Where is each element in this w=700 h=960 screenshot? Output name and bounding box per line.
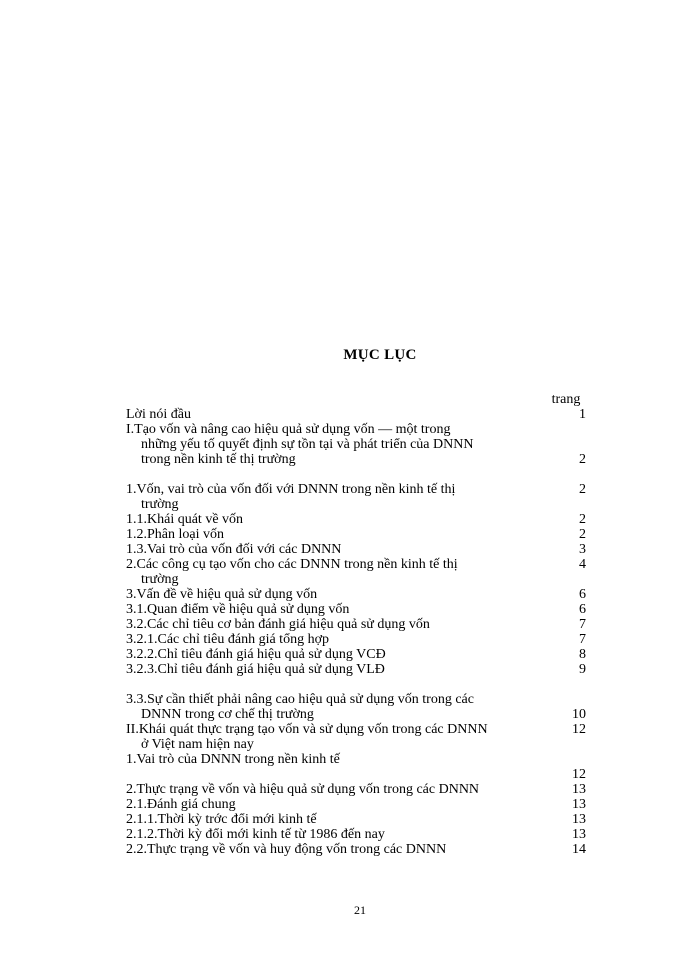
toc-entry-line: 2.1.1.Thời kỳ trớc đổi mới kinh tế xyxy=(126,812,317,827)
toc-entry-text xyxy=(126,842,538,857)
toc-entry-text xyxy=(126,782,538,797)
toc-entry xyxy=(126,722,596,752)
toc-entry-page: 2 xyxy=(579,452,586,467)
toc-entry-page: 1 xyxy=(579,407,586,422)
toc-entry xyxy=(126,407,596,422)
toc-entry xyxy=(126,617,596,632)
toc-entry xyxy=(126,527,596,542)
toc-entry-page: 13 xyxy=(572,782,586,797)
page-title: MỤC LỤC xyxy=(343,347,417,363)
toc-entry-page: 6 xyxy=(579,602,586,617)
toc-entry-page: 13 xyxy=(572,827,586,842)
toc-entry-line: 1.3.Vai trò của vốn đối với các DNNN xyxy=(126,542,342,557)
toc-entry xyxy=(126,812,596,827)
toc-entry-line: 3.2.2.Chỉ tiêu đánh giá hiệu quả sử dụng VCĐ xyxy=(126,647,386,662)
toc-entry-text xyxy=(126,602,538,617)
toc-entry-text xyxy=(126,422,538,467)
toc-entry-page: 6 xyxy=(579,587,586,602)
toc-entry-line: DNNN trong cơ chế thị trường xyxy=(141,707,314,722)
toc-entry-text xyxy=(126,797,538,812)
toc-entry-text xyxy=(126,617,538,632)
toc-entry-text xyxy=(126,722,538,752)
toc-entry-page: 12 xyxy=(572,722,586,737)
toc-entry-line: 1.2.Phân loại vốn xyxy=(126,527,224,542)
toc-entry-line: 2.2.Thực trạng về vốn và huy động vốn trong các DNNN xyxy=(126,842,447,857)
toc-entry-text xyxy=(126,542,538,557)
toc-entry-line: I.Tạo vốn và nâng cao hiệu quả sử dụng vốn — một trong xyxy=(126,422,451,437)
toc-entry-text xyxy=(126,632,538,647)
toc-entry-text xyxy=(126,812,538,827)
toc-entry-page: 8 xyxy=(579,647,586,662)
toc-entry-line: 1.Vốn, vai trò của vốn đối với DNNN trong nền kinh tế thị xyxy=(126,482,456,497)
toc-entry-text xyxy=(126,407,538,422)
toc-entry xyxy=(126,512,596,527)
toc-entry-line: trường xyxy=(141,572,179,587)
toc-entry-page: 7 xyxy=(579,617,586,632)
toc-entry-text xyxy=(126,512,538,527)
toc-entry xyxy=(126,632,596,647)
toc-entry xyxy=(126,842,596,857)
toc-entry-line: 2.Thực trạng về vốn và hiệu quả sử dụng vốn trong các DNNN xyxy=(126,782,480,797)
toc-entry-line: 3.Vấn đề về hiệu quả sử dụng vốn xyxy=(126,587,318,602)
toc-entry xyxy=(126,482,596,512)
toc-entry-page: 10 xyxy=(572,707,586,722)
toc-entry-page: 12 xyxy=(572,767,586,782)
toc-entry-text xyxy=(126,482,538,512)
toc-entry xyxy=(126,782,596,797)
toc-entry xyxy=(126,647,596,662)
toc-entry-text xyxy=(126,692,538,722)
toc-entry-text xyxy=(126,587,538,602)
page-number: 21 xyxy=(354,903,366,917)
toc-entry-page: 14 xyxy=(572,842,586,857)
toc-entry-line: 3.3.Sự cần thiết phải nâng cao hiệu quả sử dụng vốn trong các xyxy=(126,692,474,707)
toc-entry-text xyxy=(126,647,538,662)
toc-entry-line: 2.1.2.Thời kỳ đổi mới kinh tế từ 1986 đến nay xyxy=(126,827,385,842)
toc-entry-line: 3.1.Quan điểm về hiệu quả sử dụng vốn xyxy=(126,602,350,617)
toc-entry-page: 7 xyxy=(579,632,586,647)
toc-entry-line: trường xyxy=(141,497,179,512)
toc-entry xyxy=(126,662,596,677)
toc-entry-line: 1.Vai trò của DNNN trong nền kinh tế xyxy=(126,752,340,767)
toc-entry-text xyxy=(126,527,538,542)
toc-entry-page: 9 xyxy=(579,662,586,677)
toc-entry xyxy=(126,422,596,467)
toc-entry-line: 2.1.Đánh giá chung xyxy=(126,797,236,812)
toc-entry xyxy=(126,692,596,722)
toc-entry-line: Lời nói đầu xyxy=(126,407,191,422)
toc-entry-page: 2 xyxy=(579,482,586,497)
toc-entry xyxy=(126,557,596,587)
toc-entry-line: 3.2.Các chỉ tiêu cơ bản đánh giá hiệu quả sử dụng vốn xyxy=(126,617,430,632)
toc-entry-line: những yếu tố quyết định sự tồn tại và phát triển của DNNN xyxy=(141,437,474,452)
toc-entry-line: ở Việt nam hiện nay xyxy=(141,737,254,752)
toc-entry-text xyxy=(126,662,538,677)
toc-entry-page: 3 xyxy=(579,542,586,557)
toc-entry-text xyxy=(126,557,538,587)
toc-entry-page: 13 xyxy=(572,812,586,827)
toc-entry-line: trong nền kinh tế thị trường xyxy=(141,452,296,467)
toc-spacer xyxy=(126,677,596,692)
toc-entry xyxy=(126,797,596,812)
toc-entry-line xyxy=(126,767,538,782)
toc-entry xyxy=(126,542,596,557)
toc-entry-line: 3.2.3.Chỉ tiêu đánh giá hiệu quả sử dụng VLĐ xyxy=(126,662,385,677)
toc-entry-page: 2 xyxy=(579,512,586,527)
toc-entry xyxy=(126,587,596,602)
table-of-contents xyxy=(126,407,596,857)
toc-entry xyxy=(126,827,596,842)
toc-entry xyxy=(126,752,596,782)
toc-spacer xyxy=(126,467,596,482)
toc-entry-line: 3.2.1.Các chỉ tiêu đánh giá tổng hợp xyxy=(126,632,329,647)
toc-entry-text xyxy=(126,752,538,782)
toc-entry-page: 4 xyxy=(579,557,586,572)
toc-entry-page: 2 xyxy=(579,527,586,542)
toc-entry-line: II.Khái quát thực trạng tạo vốn và sử dụng vốn trong các DNNN xyxy=(126,722,488,737)
toc-entry-line: 2.Các công cụ tạo vốn cho các DNNN trong nền kinh tế thị xyxy=(126,557,458,572)
toc-entry-text xyxy=(126,827,538,842)
page-column-label: trang xyxy=(551,392,581,407)
toc-entry-line: 1.1.Khái quát về vốn xyxy=(126,512,244,527)
toc-entry-page: 13 xyxy=(572,797,586,812)
toc-entry xyxy=(126,602,596,617)
